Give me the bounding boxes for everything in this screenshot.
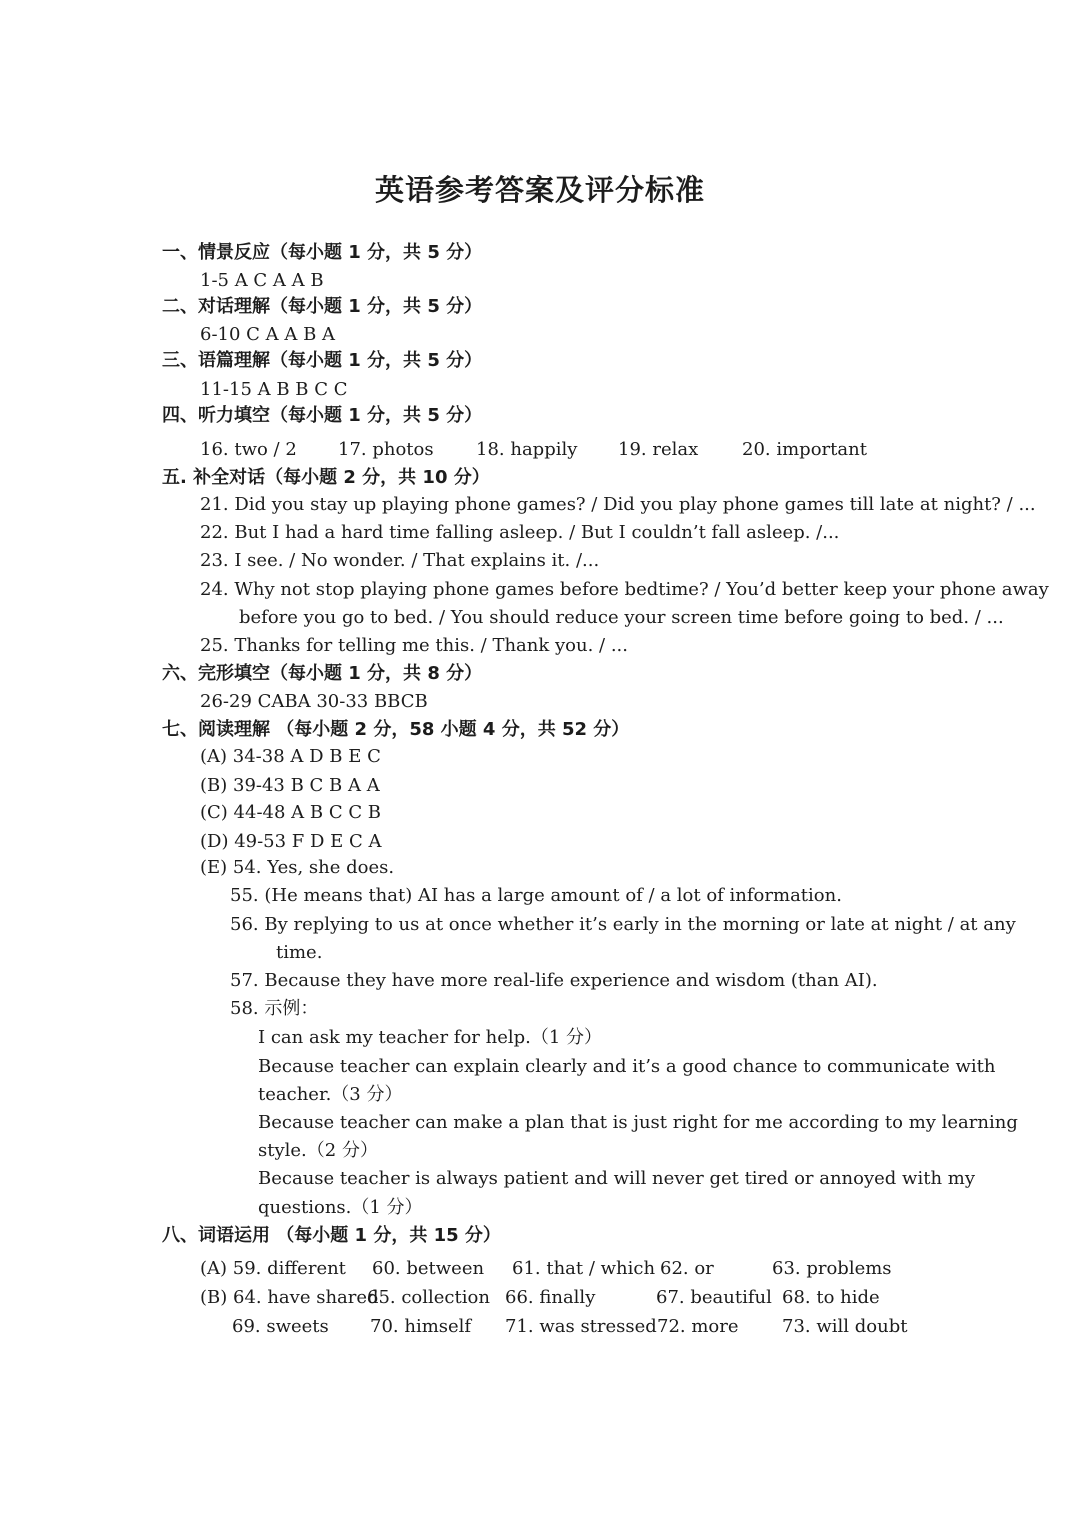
reading-c-answers: (C) 44-48 A B C C B [200, 802, 382, 823]
example-3-line-2: style.（2 分） [258, 1140, 378, 1161]
answer-68: 68. to hide [782, 1287, 880, 1308]
answer-55: 55. (He means that) AI has a large amount of / a lot of information. [230, 885, 842, 906]
answer-24-line-2: before you go to bed. / You should reduce your screen time before going to bed. / ... [239, 607, 1004, 628]
answer-16: 16. two / 2 [200, 439, 297, 460]
reading-a-answers: (A) 34-38 A D B E C [200, 746, 381, 767]
section-1-heading: 一、情景反应（每小题 1 分，共 5 分） [162, 242, 483, 263]
answer-63: 63. problems [772, 1258, 892, 1279]
answer-20: 20. important [742, 439, 867, 460]
example-3-line-1: Because teacher can make a plan that is just right for me according to my learning [258, 1112, 1018, 1133]
example-4-line-2: questions.（1 分） [258, 1197, 423, 1218]
example-1: I can ask my teacher for help.（1 分） [258, 1027, 603, 1048]
answer-72: 72. more [657, 1316, 739, 1337]
answer-65: 65. collection [367, 1287, 490, 1308]
section-2-answers: 6-10 C A A B A [200, 324, 336, 345]
answer-56-line-2: time. [276, 942, 323, 963]
reading-b-answers: (B) 39-43 B C B A A [200, 775, 380, 796]
section-3-heading: 三、语篇理解（每小题 1 分，共 5 分） [162, 350, 483, 371]
section-4-heading: 四、听力填空（每小题 1 分，共 5 分） [162, 405, 483, 426]
answer-61: 61. that / which [512, 1258, 656, 1279]
answer-62: 62. or [660, 1258, 714, 1279]
section-6-answers: 26-29 CABA 30-33 BBCB [200, 691, 428, 712]
answer-21: 21. Did you stay up playing phone games? / Did you play phone games till late at night? / ... [200, 494, 1036, 515]
answer-69: 69. sweets [232, 1316, 329, 1337]
answer-70: 70. himself [370, 1316, 472, 1337]
answer-17: 17. photos [338, 439, 434, 460]
answer-66: 66. finally [505, 1287, 596, 1308]
section-6-heading: 六、完形填空（每小题 1 分，共 8 分） [162, 663, 483, 684]
section-8-heading: 八、词语运用 （每小题 1 分，共 15 分） [162, 1225, 501, 1246]
example-2-line-1: Because teacher can explain clearly and it’s a good chance to communicate with [258, 1056, 996, 1077]
reading-d-answers: (D) 49-53 F D E C A [200, 831, 382, 852]
section-7-heading: 七、阅读理解 （每小题 2 分，58 小题 4 分，共 52 分） [162, 719, 630, 740]
section-3-answers: 11-15 A B B C C [200, 379, 348, 400]
answer-71: 71. was stressed [505, 1316, 657, 1337]
answer-54: (E) 54. Yes, she does. [200, 857, 395, 878]
answer-23: 23. I see. / No wonder. / That explains it. /... [200, 550, 600, 571]
answer-22: 22. But I had a hard time falling asleep. / But I couldn’t fall asleep. /... [200, 522, 840, 543]
page-title: 英语参考答案及评分标准 [374, 173, 705, 207]
answer-25: 25. Thanks for telling me this. / Thank you. / ... [200, 635, 628, 656]
example-2-line-2: teacher.（3 分） [258, 1084, 403, 1105]
section-5-heading: 五. 补全对话（每小题 2 分，共 10 分） [162, 467, 490, 488]
section-2-heading: 二、对话理解（每小题 1 分，共 5 分） [162, 296, 483, 317]
section-1-answers: 1-5 A C A A B [200, 270, 324, 291]
answer-60: 60. between [372, 1258, 485, 1279]
answer-57: 57. Because they have more real-life experience and wisdom (than AI). [230, 970, 878, 991]
answer-67: 67. beautiful [656, 1287, 772, 1308]
answer-24-line-1: 24. Why not stop playing phone games before bedtime? / You’d better keep your phone away [200, 579, 1049, 600]
answer-59: (A) 59. different [200, 1258, 346, 1279]
answer-19: 19. relax [618, 439, 699, 460]
answer-64: (B) 64. have shared [200, 1287, 379, 1308]
answer-58-label: 58. 示例： [230, 998, 319, 1019]
example-4-line-1: Because teacher is always patient and will never get tired or annoyed with my [258, 1168, 975, 1189]
answer-18: 18. happily [476, 439, 578, 460]
answer-73: 73. will doubt [782, 1316, 908, 1337]
answer-56-line-1: 56. By replying to us at once whether it’s early in the morning or late at night / at any [230, 914, 1016, 935]
